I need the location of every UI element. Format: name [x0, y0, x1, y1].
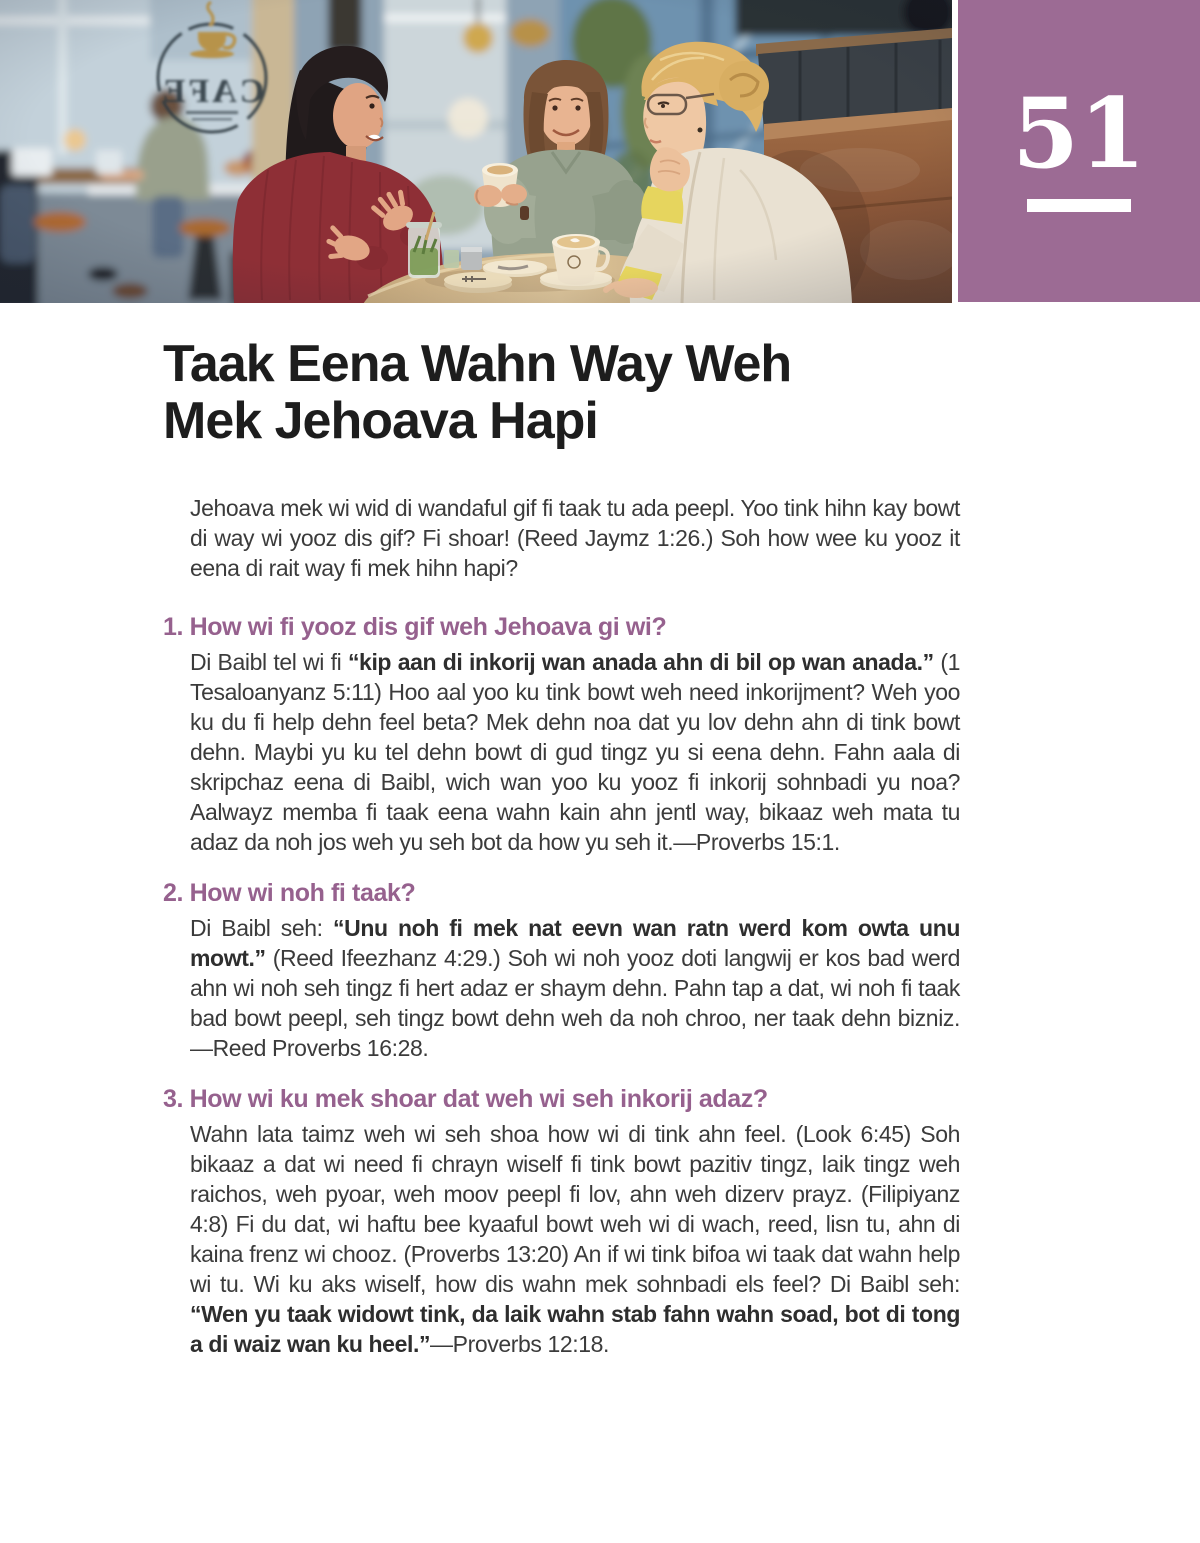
- lesson-number-badge: [958, 0, 1200, 302]
- lesson-photo: [0, 0, 952, 303]
- question-heading-1: 1. How wi fi yooz dis gif weh Jehoava gi wi?: [163, 613, 667, 641]
- scripture-quote: “kip aan di inkorij wan anada ahn di bil op wan anada.”: [347, 649, 934, 675]
- question-heading-3: 3. How wi ku mek shoar dat weh wi seh inkorij adaz?: [163, 1085, 768, 1113]
- section-1: [163, 612, 963, 857]
- paragraph-text: Di Baibl seh:: [190, 915, 334, 941]
- section-3: [163, 1084, 963, 1359]
- photo-vignette: [0, 0, 952, 303]
- scripture-quote: “Unu noh fi mek nat eevn wan ratn werd kom owta unu mowt.”: [190, 915, 960, 971]
- cafe-scene-illustration: [0, 0, 952, 303]
- paragraph-text: Di Baibl tel wi fi: [190, 649, 348, 675]
- paragraph-text: (1 Tesaloanyanz 5:11) Hoo aal yoo ku tink bowt weh need inkorijment? Weh yoo ku du fi help dehn feel beta? Mek dehn noa dat yu lov dehn ahn di tink bowt dehn. Maybi yu ku tel dehn bowt di gud tingz yu si eena dehn. Fahn aala di skripchaz eena di Baibl, wich wan yoo ku yooz fi inkorij sohnbadi yu noa? Aalwayz memba fi taak eena wahn kain ahn jentl way, bikaaz weh mata tu adaz da noh jos weh yu seh bot da how yu seh it.—Proverbs 15:1.: [190, 649, 960, 855]
- paragraph-text: (Reed Ifeezhanz 4:29.) Soh wi noh yooz doti langwij er kos bad werd ahn wi noh seh tingz fi hert adaz er shaym dehn. Pahn tap a dat, wi noh fi taak bad bowt peepl, seh tingz bowt dehn weh da noh chroo, ner taak dehn bizniz.—Reed Proverbs 16:28.: [190, 945, 960, 1061]
- section-paragraph-2: [190, 913, 960, 1063]
- paragraph-text: —Proverbs 12:18.: [430, 1331, 610, 1357]
- lesson-number-underline: [1027, 199, 1131, 212]
- page-title-line2: Mek Jehoava Hapi: [163, 392, 598, 450]
- section-paragraph-1: [190, 647, 960, 857]
- section-paragraph-3: [190, 1119, 960, 1359]
- page-title: [163, 336, 983, 450]
- section-2: [163, 878, 963, 1063]
- page-title-line1: Taak Eena Wahn Way Weh: [163, 335, 792, 393]
- lesson-number: 51: [1012, 77, 1146, 190]
- intro-paragraph: Jehoava mek wi wid di wandaful gif fi taak tu ada peepl. Yoo tink hihn kay bowt di way wi yooz dis gif? Fi shoar! (Reed Jaymz 1:26.) Soh how wee ku yooz it eena di rait way fi mek hihn hapi?: [190, 495, 960, 581]
- paragraph-text: Wahn lata taimz weh wi seh shoa how wi di tink ahn feel. (Look 6:45) Soh bikaaz a dat wi need fi chrayn wiself fi tink bowt pazitiv tingz, laik tingz weh raichos, weh pyoar, weh moov peepl fi lov, ahn weh dizerv prayz. (Filipiyanz 4:8) Fi du dat, wi haftu bee kyaaful bowt weh wi di wach, reed, lisn tu, ahn di kaina frenz wi chooz. (Proverbs 13:20) An if wi tink bifoa wi taak dat wahn help wi tu. Wi ku aks wiself, how dis wahn mek sohnbadi els feel? Di Baibl seh:: [190, 1121, 960, 1297]
- question-heading-2: 2. How wi noh fi taak?: [163, 879, 416, 907]
- lesson-sections: [163, 612, 963, 1380]
- scripture-quote: “Wen yu taak widowt tink, da laik wahn stab fahn wahn soad, bot di tong a di waiz wan ku heel.”: [190, 1301, 960, 1357]
